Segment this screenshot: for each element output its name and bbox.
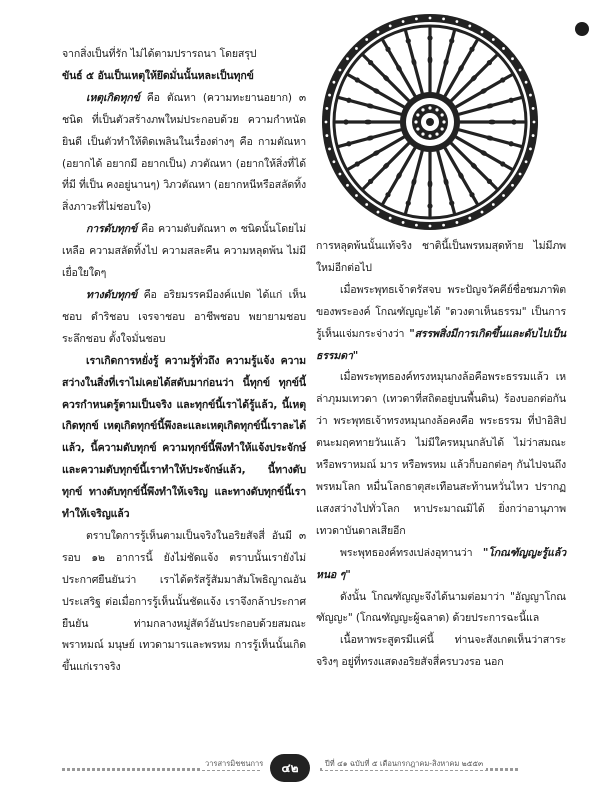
term-cause: เหตุเกิดทุกข์ <box>86 91 140 104</box>
paragraph-path: ทางดับทุกข์ คือ อริยมรรคมีองค์แปด ได้แก่ เห็นชอบ ดำริชอบ เจรจาชอบ อาชีพชอบ พยายามชอบ ระลึกชอบ ตั้งใจมั่นชอบ <box>62 288 306 345</box>
page-footer <box>62 754 562 784</box>
paragraph-declaration: ตราบใดการรู้เห็นตามเป็นจริงในอริยสัจสี่ อันมี ๓ รอบ ๑๒ อาการนี้ ยังไม่ชัดแจ้ง ตราบนั้นเรายังไม่ประกาศยืนยันว่า เราได้ตรัสรู้สัมมาสัมโพธิญาณอันประเสริฐ ต่อเมื่อการรู้เห็นนั้นชัดแจ้ง เราจึงกล้าประกาศยืนยัน ท่ามกลางหมู่สัตว์อันประกอบด้วยสมณะ พราหมณ์ มนุษย์ เทวดามารและพรหม การรู้เห็นนั้นเกิดขึ้นแก่เราจริง <box>62 529 306 674</box>
footer-source: วารสารมิชชนการ <box>202 758 266 770</box>
left-column <box>62 44 306 679</box>
quote-kondanna: "โกณฑัญญะรู้แล้วหนอ ๆ" <box>316 546 566 581</box>
paragraph-liberation: การหลุดพ้นนั้นแท้จริง ชาตินี้เป็นพรหมสุดท้าย ไม่มีภพใหม่อีกต่อไป <box>316 240 566 274</box>
paragraph-cause-of-suffering: เหตุเกิดทุกข์ คือ ตัณหา (ความทะยานอยาก) ๓ ชนิด ที่เป็นตัวสร้างภพใหม่ประกอบด้วย ความกำหนัดยินดี เป็นตัวทำให้ติดเพลินในเรื่องต่างๆ คือ กามตัณหา (อยากได้ อยากมี อยากเป็น) ภวตัณหา (อยากให้สิ่งที่ได้ ที่มี ที่เป็น คงอยู่นานๆ) วิภวตัณหา (อยากหนีหรือสลัดทิ้งสิ่งภาวะที่ไม่ชอบใจ) <box>62 91 306 214</box>
left-line-1: จากสิ่งเป็นที่รัก ไม่ได้ตามปรารถนา โดยสรุป <box>62 48 257 60</box>
paragraph-wheel-turned: เมื่อพระพุทธองค์ทรงหมุนกงล้อคือพระธรรมแล้ว เหล่าภุมมเทวดา (เทวดาที่สถิตอยู่บนพื้นดิน) ร้องบอกต่อกันว่า พระพุทธเจ้าทรงหมุนกงล้อคงคือ พระธรรม ที่ป่าอิสิปตนะมฤคทายวันแล้ว ไม่มีใครหมุนกลับได้ ไม่ว่าสมณะหรือพราหมณ์ มาร หรือพรหม แล้วก็บอกต่อๆ กันไปจนถึงพรหมโลก หมื่นโลกธาตุสะเทือนสะท้านหวั่นไหว ปรากฏแสงสว่างไปทั่วโลก หาประมาณมิได้ ยิ่งกว่าอานุภาพ เทวดาบันดาลเสียอีก <box>316 371 566 537</box>
paragraph-conclusion: เนื้อหาพระสูตรมีเเค่นี้ ท่านจะสังเกตเห็นว่าสาระจริงๆ อยู่ที่ทรงแสดงอริยสัจสี่ครบวงรอ นอก <box>316 634 566 669</box>
footer-issue: ปีที่ ๔๑ ฉบับที่ ๕ เดือนกรกฎาคม-สิงหาคม ๒๕๕๓ <box>322 758 486 770</box>
dharma-wheel-icon <box>318 10 542 234</box>
paragraph-exclamation: พระพุทธองค์ทรงเปล่งอุทานว่า "โกณฑัญญะรู้แล้วหนอ ๆ" <box>316 546 566 581</box>
quote-all-things: "สรรพสิ่งมีการเกิดขึ้นและดับไปเป็นธรรมดา" <box>316 327 566 362</box>
paragraph-anna-kondanna: ดังนั้น โกณฑัญญะจึงได้นามต่อมาว่า "อัญญาโกณฑัญญะ" (โกณฑัญญะผู้ฉลาด) ด้วยประการฉะนี้แล <box>316 590 566 625</box>
page-number: ๔๒ <box>270 754 310 782</box>
term-cessation: การดับทุกข์ <box>86 223 138 236</box>
term-path: ทางดับทุกข์ <box>86 288 138 301</box>
right-column <box>316 236 566 674</box>
paragraph-knowledge: เราเกิดการหยั่งรู้ ความรู้ทั่วถึง ความรู้แจ้ง ความสว่างในสิ่งที่เราไม่เคยได้สดับมาก่อนว่า นี้ทุกข์ ทุกข์นี้ควรกำหนดรู้ตามเป็นจริง และทุกข์นี้เราได้รู้แล้ว, นี้เหตุเกิดทุกข์ เหตุเกิดทุกข์นี้พึงละและเหตุเกิดทุกข์นี้เราละได้แล้ว, นี้ความดับทุกข์ ความทุกข์นี้พึงทำให้แจ้งประจักษ์ และความดับทุกข์นี้เราทำให้ประจักษ์แล้ว, นี้ทางดับทุกข์ ทางดับทุกข์นี้พึงทำให้เจริญ และทางดับทุกข์นี้เราทำให้เจริญแล้ว <box>62 354 306 521</box>
left-line-2: ขันธ์ ๕ อันเป็นเหตุให้ยึดมั่นนั้นหละเป็นทุกข์ <box>62 69 254 82</box>
paragraph-cessation: การดับทุกข์ คือ ความดับตัณหา ๓ ชนิดนั้นโดยไม่เหลือ ความสลัดทิ้งไป ความสละคืน ความหลุดพ้น ไม่มีเยื่อใยใดๆ <box>62 223 306 280</box>
black-dot-icon <box>575 22 589 36</box>
paragraph-dhamma-eye: เมื่อพระพุทธเจ้าตรัสจบ พระปัญจวัคคีย์ชื่อชมภาพิตของพระองค์ โกณฑัญญะได้ "ดวงตาเห็นธรรม" เป็นการรู้เห็นแจ่มกระจ่างว่า "สรรพสิ่งมีการเกิดขึ้นและดับไปเป็นธรรมดา" <box>316 283 566 362</box>
